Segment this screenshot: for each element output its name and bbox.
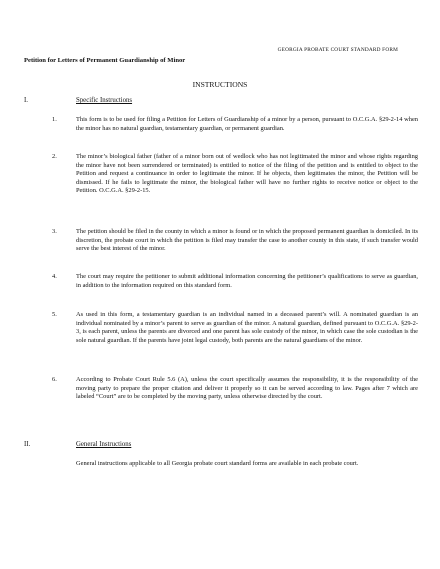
item-number: 4.	[52, 273, 57, 280]
section-number: II.	[24, 441, 31, 448]
instruction-item: According to Probate Court Rule 5.6 (A), unless the court specifically assumes the responsibility, it is the responsibility of the moving party to prepare the proper citation and deliver it properly so it can be served according to law. Pages after 7 which are labeled “Court” are to be completed by the moving party, unless otherwise directed by the court.	[76, 376, 418, 401]
instruction-item: The court may require the petitioner to submit additional information concerning the petitioner’s qualifications to serve as guardian, in addition to the information required on this standard form.	[76, 273, 418, 289]
form-title: Petition for Letters of Permanent Guardianship of Minor	[24, 57, 186, 64]
item-number: 3.	[52, 228, 57, 235]
item-number: 6.	[52, 376, 57, 383]
section-title: General Instructions	[76, 441, 132, 448]
section-title: Specific Instructions	[76, 97, 133, 104]
instruction-item: The petition should be filed in the county in which a minor is found or in which the proposed permanent guardian is domiciled. In its discretion, the probate court in which the petition is filed may transfer the case to another county in this state, if such transfer would serve the best interest of the minor.	[76, 228, 418, 253]
instruction-item: As used in this form, a testamentary guardian is an individual named in a deceased parent’s will. A nominated guardian is an individual nominated by a minor’s parent to serve as guardian of the minor. A natural guardian, defined pursuant to O.C.G.A. §29-2-3, is each parent, unless the parents are divorced and one parent has sole custody of the minor, in which case the sole custodian is the sole natural guardian. If the parents have joint legal custody, both parents are the natural guardians of the minor.	[76, 311, 418, 344]
form-header: GEORGIA PROBATE COURT STANDARD FORM	[277, 47, 398, 53]
item-number: 2.	[52, 153, 57, 160]
item-number: 5.	[52, 311, 57, 318]
general-instructions-text: General instructions applicable to all Georgia probate court standard forms are available in each probate court.	[76, 460, 359, 467]
instructions-heading: INSTRUCTIONS	[192, 80, 248, 89]
instruction-item: This form is to be used for filing a Petition for Letters of Guardianship of a minor by a person, pursuant to O.C.G.A. §29-2-14 when the minor has no natural guardian, testamentary guardian, or permanent guardian.	[76, 116, 418, 132]
instruction-item: The minor’s biological father (father of a minor born out of wedlock who has not legitimated the minor and whose rights regarding the minor have not been surrendered or terminated) is entitled to notice of the filing of the petition and is entitled to object to the Petition and request a continuance in order to legitimate the minor. If he objects, then legitimates the minor, the Petition will be dismissed. If he fails to legitimate the minor, the biological father will have no further rights to receive notice or object to the Petition. O.C.G.A. §29-2-15.	[76, 153, 418, 195]
item-number: 1.	[52, 116, 57, 123]
section-number: I.	[24, 97, 28, 104]
